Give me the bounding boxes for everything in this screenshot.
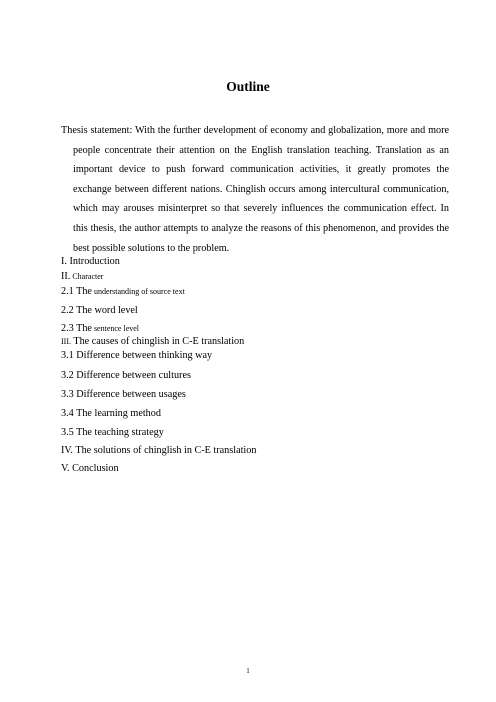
outline-item-introduction	[61, 256, 120, 267]
outline-item-2-1	[61, 286, 185, 297]
outline-item-text: 3.5 The teaching strategy	[61, 427, 164, 438]
outline-item-text: I. Introduction	[61, 256, 120, 267]
outline-item-text: V. Conclusion	[61, 463, 119, 474]
outline-item-text: 3.4 The learning method	[61, 408, 161, 419]
outline-item-3-5	[61, 427, 164, 438]
outline-item-text: 3.2 Difference between cultures	[61, 370, 191, 381]
outline-item-text: 3.3 Difference between usages	[61, 389, 186, 400]
outline-item-text: The causes of chinglish in C-E translation	[71, 336, 245, 347]
page-title: Outline	[226, 79, 270, 94]
outline-item-solutions	[61, 445, 256, 456]
outline-item-2-2	[61, 305, 138, 316]
outline-item-character	[61, 271, 103, 282]
outline-item-text: 3.1 Difference between thinking way	[61, 350, 213, 361]
outline-item-2-3	[61, 323, 139, 334]
outline-item-text: 2.2 The word level	[61, 305, 138, 316]
outline-item-numeral: 2.3 The	[61, 323, 92, 334]
thesis-statement: Thesis statement: With the further development of economy and globalization, more and more people concentrate their attention on the English translation teaching. Translation as an important device to push forward communication activities, it greatly promotes the exchange between different nations. Chinglish occurs among intercultural communication, which may arouses misinterpret so that severely influences the communication effect. In this thesis, the author attempts to analyze the reasons of this phenomenon, and provides the best possible solutions to the problem.	[61, 125, 449, 254]
outline-item-numeral: II.	[61, 271, 71, 282]
outline-item-text: sentence level	[91, 324, 140, 333]
outline-item-numeral: III.	[61, 337, 71, 346]
outline-item-conclusion	[61, 463, 119, 474]
outline-item-3-2	[61, 370, 191, 381]
outline-item-text: IV. The solutions of chinglish in C-E translation	[61, 445, 257, 456]
outline-item-3-1	[61, 350, 212, 361]
outline-item-3-3	[61, 389, 186, 400]
outline-item-text: Character	[70, 272, 104, 281]
page-number: 1	[246, 667, 250, 675]
outline-item-numeral: 2.1 The	[61, 286, 92, 297]
outline-item-causes	[61, 336, 244, 347]
outline-item-3-4	[61, 408, 161, 419]
outline-item-text: understanding of source text	[91, 287, 185, 296]
